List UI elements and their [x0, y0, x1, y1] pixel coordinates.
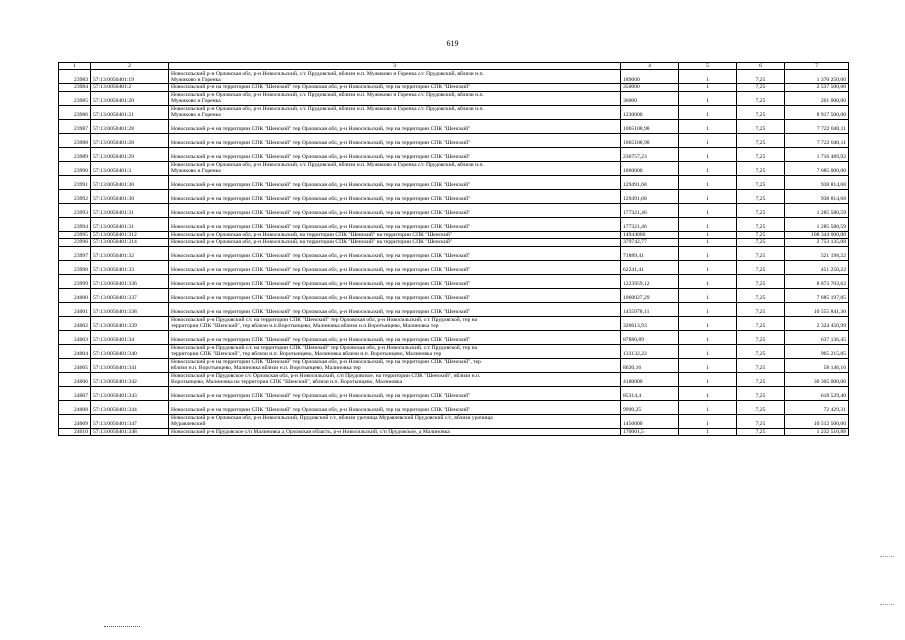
- rate-value: 7,25: [737, 133, 785, 147]
- address: [169, 358, 621, 372]
- area-value: 177321,46: [621, 203, 679, 217]
- cadastral-number: 57:13:0050401:21: [91, 105, 169, 119]
- row-id: 24003: [59, 330, 91, 344]
- address: [169, 400, 621, 414]
- area-value: 1223959,12: [621, 274, 679, 288]
- rate-value: 7,25: [737, 84, 785, 91]
- table-row: [59, 231, 849, 238]
- address: [169, 344, 621, 358]
- address-line: Новосильский р-н на территории СПК "Шенский" тер Орловская обл, р-н Новосильский, тер на территории СПК "Шенский": [171, 267, 471, 274]
- area-value: 71889,41: [621, 246, 679, 260]
- cadastral-number: 57:13:0050401:337: [91, 288, 169, 302]
- address: [169, 386, 621, 400]
- col-header-1: 1: [59, 63, 91, 70]
- row-id: 24004: [59, 344, 91, 358]
- count-value: 1: [679, 203, 737, 217]
- cadastral-value: 637 136,45: [785, 330, 849, 344]
- area-value: 4180000: [621, 372, 679, 386]
- cadastral-value: 2 753 135,08: [785, 239, 849, 246]
- count-value: 1: [679, 372, 737, 386]
- table-row: [59, 70, 849, 84]
- address-line: Новосильский р-н на территории СПК "Шенский" тер Орловская обл, р-н Новосильский, тер на территории СПК "Шенский": [171, 210, 471, 217]
- rate-value: 7,25: [737, 217, 785, 231]
- cadastral-number: 57:13:0050401:31: [91, 203, 169, 217]
- table-row: [59, 119, 849, 133]
- cadastral-number: 57:13:0050401:3: [91, 161, 169, 175]
- area-value: 87880,89: [621, 330, 679, 344]
- cadastral-value: 1 285 580,59: [785, 203, 849, 217]
- address-line: Новосильский р-н Орловская обл, р-н Новосильский, с/с Прудовский, вблизи н.п. Мужиково и Горенка с/с Прудовский, вблизи н.п.: [171, 106, 484, 112]
- area-value: 8020,16: [621, 358, 679, 372]
- address-line: Новосильский р-н на территории СПК "Шенский" тер Орловская обл, р-н Новосильский, тер на территории СПК "Шенский": [171, 281, 471, 288]
- count-value: 1: [679, 161, 737, 175]
- rate-value: 7,25: [737, 105, 785, 119]
- area-value: 1450000: [621, 414, 679, 428]
- count-value: 1: [679, 84, 737, 91]
- address-line: Мужиково и Горенка: [171, 168, 221, 175]
- table-row: [59, 239, 849, 246]
- row-id: 23996: [59, 239, 91, 246]
- row-id: 24008: [59, 400, 91, 414]
- area-value: 1065108,98: [621, 133, 679, 147]
- address-line: Новосильский р-н на территории СПК "Шенский" тер Орловская обл, р-н Новосильский, тер на территории СПК "Шенский": [171, 253, 471, 260]
- table-row: [59, 400, 849, 414]
- cadastral-number: 57:13:0050401:347: [91, 414, 169, 428]
- row-id: 24010: [59, 428, 91, 435]
- count-value: 1: [679, 231, 737, 238]
- cadastral-value: 7 685 197,85: [785, 288, 849, 302]
- cadastral-value: 8 917 500,00: [785, 105, 849, 119]
- row-id: 23987: [59, 119, 91, 133]
- address: [169, 203, 621, 217]
- area-value: 85314,4: [621, 386, 679, 400]
- rate-value: 7,25: [737, 70, 785, 84]
- address-line: Новосильский р-н Орловская обл, р-н Новосильский, на территории СПК "Шенский" на территории СПК "Шенский": [171, 231, 453, 238]
- count-value: 1: [679, 414, 737, 428]
- cadastral-number: 57:13:0050401:340: [91, 344, 169, 358]
- address: [169, 105, 621, 119]
- cadastral-value: 938 814,68: [785, 175, 849, 189]
- address: [169, 288, 621, 302]
- table-row: [59, 91, 849, 105]
- address: [169, 372, 621, 386]
- address: [169, 414, 621, 428]
- row-id: 23992: [59, 189, 91, 203]
- cadastral-value: 1 716 489,92: [785, 147, 849, 161]
- cadastral-number: 57:13:0050401:34: [91, 330, 169, 344]
- address-line: Новосильский р-н на территории СПК "Шенский" тер Орловская обл, р-н Новосильский, тер на территории СПК "Шенский": [171, 393, 471, 400]
- address: [169, 246, 621, 260]
- address: [169, 231, 621, 238]
- rate-value: 7,25: [737, 372, 785, 386]
- count-value: 1: [679, 274, 737, 288]
- row-id: 24002: [59, 316, 91, 330]
- address-line: Новосильский р-н на территории СПК "Шенский" тер Орловская обл, р-н Новосильский, тер на территории СПК "Шенский": [171, 309, 471, 316]
- address-line: Новосильский р-н на территории СПК "Шенский" тер Орловская обл, р-н Новосильский, тер на территории СПК "Шенский": [171, 407, 471, 414]
- table-row: [59, 288, 849, 302]
- table-row: [59, 414, 849, 428]
- rate-value: 7,25: [737, 119, 785, 133]
- address-line: Новосильский р-н на территории СПК "Шенский" тер Орловская обл, р-н Новосильский, тер на территории СПК "Шенский": [171, 196, 471, 203]
- table-row: [59, 344, 849, 358]
- cadastral-value: 1 370 250,00: [785, 70, 849, 84]
- col-header-4: 4: [621, 63, 679, 70]
- cadastral-value: 261 000,00: [785, 91, 849, 105]
- cadastral-number: 57:13:0050401:33: [91, 260, 169, 274]
- address: [169, 260, 621, 274]
- table-row: [59, 428, 849, 435]
- col-header-5: 5: [679, 63, 737, 70]
- count-value: 1: [679, 260, 737, 274]
- side-mark: [880, 604, 894, 605]
- rate-value: 7,25: [737, 274, 785, 288]
- row-id: 23984: [59, 84, 91, 91]
- cadastral-value: 2 537 500,00: [785, 84, 849, 91]
- table-row: [59, 147, 849, 161]
- row-id: 23988: [59, 133, 91, 147]
- margin-mark: [104, 626, 140, 627]
- table-row: [59, 246, 849, 260]
- area-value: 189000: [621, 70, 679, 84]
- count-value: 1: [679, 246, 737, 260]
- rate-value: 7,25: [737, 203, 785, 217]
- row-id: 24000: [59, 288, 91, 302]
- area-value: 62241,41: [621, 260, 679, 274]
- cadastral-number: 57:13:0050401:348: [91, 428, 169, 435]
- area-value: 1060027,29: [621, 288, 679, 302]
- address-line: Мужиково и Горенка: [171, 98, 221, 105]
- col-header-7: 7: [785, 63, 849, 70]
- count-value: 1: [679, 302, 737, 316]
- cadastral-number: 57:13:0050401:30: [91, 175, 169, 189]
- cadastral-value: 58 146,16: [785, 358, 849, 372]
- address: [169, 175, 621, 189]
- cadastral-value: 10 512 500,00: [785, 414, 849, 428]
- address-line: Новосильский р-н на территории СПК "Шенский" тер Орловская обл, р-н Новосильский, тер на территории СПК "Шенский": [171, 140, 471, 147]
- count-value: 1: [679, 330, 737, 344]
- address: [169, 302, 621, 316]
- count-value: 1: [679, 119, 737, 133]
- rate-value: 7,25: [737, 239, 785, 246]
- rate-value: 7,25: [737, 189, 785, 203]
- count-value: 1: [679, 400, 737, 414]
- rate-value: 7,25: [737, 147, 785, 161]
- address: [169, 217, 621, 231]
- address-line: Новосильский р-н Орловская обл, р-н Новосильский, Прудовский с/с, вблизи урочища Муравлевский Прудовский с/с, вблизи урочища: [171, 414, 493, 421]
- address-line: вблизи н.п. Воротынцево, Малиновка вблизи н.п. Воротынцево, Малиновка тер: [171, 365, 361, 372]
- count-value: 1: [679, 147, 737, 161]
- rate-value: 7,25: [737, 288, 785, 302]
- row-id: 23991: [59, 175, 91, 189]
- row-id: 23994: [59, 217, 91, 231]
- address: [169, 84, 621, 91]
- row-id: 23986: [59, 105, 91, 119]
- cadastral-value: 7 722 040,11: [785, 119, 849, 133]
- registry-table: [58, 62, 849, 436]
- address-line: Новосильский р-н на территории СПК "Шенский" тер Орловская обл, р-н Новосильский, тер на территории СПК "Шенский": [171, 126, 471, 133]
- header-row: [59, 63, 849, 70]
- rate-value: 7,25: [737, 330, 785, 344]
- cadastral-number: 57:13:0050401:314: [91, 239, 169, 246]
- table-row: [59, 330, 849, 344]
- table-row: [59, 105, 849, 119]
- address-line: Муравлевский: [171, 421, 206, 428]
- count-value: 1: [679, 344, 737, 358]
- cadastral-number: 57:13:0050401:28: [91, 133, 169, 147]
- table-row: [59, 372, 849, 386]
- row-id: 23993: [59, 203, 91, 217]
- address-line: Новосильский р-н на территории СПК "Шенский" тер Орловская обл, р-н Новосильский, тер на территории СПК "Шенский": [171, 154, 471, 161]
- cadastral-value: 2 324 450,99: [785, 316, 849, 330]
- count-value: 1: [679, 288, 737, 302]
- row-id: 23998: [59, 260, 91, 274]
- cadastral-value: 938 814,68: [785, 189, 849, 203]
- table-row: [59, 260, 849, 274]
- area-value: 133132,22: [621, 344, 679, 358]
- table-row: [59, 133, 849, 147]
- cadastral-number: 57:13:0050401:312: [91, 231, 169, 238]
- count-value: 1: [679, 217, 737, 231]
- table-row: [59, 274, 849, 288]
- cadastral-number: 57:13:0050401:343: [91, 386, 169, 400]
- cadastral-number: 57:13:0050401:341: [91, 358, 169, 372]
- cadastral-value: 108 344 000,00: [785, 231, 849, 238]
- rate-value: 7,25: [737, 316, 785, 330]
- address-line: Мужиково и Горенка: [171, 77, 221, 83]
- address-line: Воротынцево, Малиновка на территории СПК "Шенский", вблизи н.п. Воротынцево, Малиновка: [171, 379, 403, 386]
- rate-value: 7,25: [737, 175, 785, 189]
- count-value: 1: [679, 189, 737, 203]
- address: [169, 274, 621, 288]
- cadastral-value: 7 685 000,00: [785, 161, 849, 175]
- cadastral-number: 57:13:0050401:344: [91, 400, 169, 414]
- cadastral-value: 72 429,31: [785, 400, 849, 414]
- count-value: 1: [679, 175, 737, 189]
- cadastral-number: 57:13:0050401:339: [91, 316, 169, 330]
- area-value: 129491,68: [621, 189, 679, 203]
- address-line: Новосильский р-н на территории СПК "Шенский" тер Орловская обл, р-н Новосильский, тер на территории СПК "Шенский", тер: [171, 358, 481, 365]
- cadastral-number: 57:13:0050401:30: [91, 189, 169, 203]
- address: [169, 147, 621, 161]
- address-line: Мужиково и Горенка: [171, 112, 221, 119]
- address: [169, 189, 621, 203]
- table-row: [59, 316, 849, 330]
- area-value: 350000: [621, 84, 679, 91]
- cadastral-number: 57:13:0050401:20: [91, 91, 169, 105]
- address: [169, 91, 621, 105]
- count-value: 1: [679, 386, 737, 400]
- row-id: 24005: [59, 358, 91, 372]
- rate-value: 7,25: [737, 428, 785, 435]
- row-id: 23985: [59, 91, 91, 105]
- address: [169, 161, 621, 175]
- cadastral-value: 618 529,40: [785, 386, 849, 400]
- cadastral-number: 57:13:0050401:338: [91, 302, 169, 316]
- address: [169, 119, 621, 133]
- area-value: 1455978,11: [621, 302, 679, 316]
- address-line: Новосильский р-н на территории СПК "Шенский" тер Орловская обл, р-н Новосильский, тер на территории СПК "Шенский": [171, 295, 471, 302]
- address: [169, 133, 621, 147]
- cadastral-number: 57:13:0050401:336: [91, 274, 169, 288]
- address: [169, 70, 621, 84]
- address-line: Новосильский р-н Прудовское с/с Орловская обл, р-н Новосильский, с/п Прудовское, на территории СПК "Шенский", вблизи н.п.: [171, 372, 481, 379]
- area-value: 1065108,98: [621, 119, 679, 133]
- row-id: 23983: [59, 70, 91, 84]
- table-row: [59, 203, 849, 217]
- area-value: 170001,5: [621, 428, 679, 435]
- count-value: 1: [679, 316, 737, 330]
- cadastral-value: 965 215,85: [785, 344, 849, 358]
- count-value: 1: [679, 239, 737, 246]
- rate-value: 7,25: [737, 358, 785, 372]
- row-id: 24001: [59, 302, 91, 316]
- cadastral-number: 57:13:0050401:2: [91, 84, 169, 91]
- address-line: территории СПК "Шенский", тер вблизи н.п. Воротынцево, Малиновка вблизи н.п. Воротынцево, Малиновка тер: [171, 351, 442, 358]
- count-value: 1: [679, 70, 737, 84]
- count-value: 1: [679, 105, 737, 119]
- row-id: 23995: [59, 231, 91, 238]
- area-value: 9990,25: [621, 400, 679, 414]
- rate-value: 7,25: [737, 246, 785, 260]
- table-row: [59, 358, 849, 372]
- count-value: 1: [679, 91, 737, 105]
- cadastral-value: 451 250,22: [785, 260, 849, 274]
- address-line: Новосильский р-н Орловская обл, р-н Новосильский, на территории СПК "Шенский" на территории СПК "Шенский": [171, 239, 453, 246]
- rate-value: 7,25: [737, 302, 785, 316]
- area-value: 129491,68: [621, 175, 679, 189]
- area-value: 320613,93: [621, 316, 679, 330]
- row-id: 23989: [59, 147, 91, 161]
- rate-value: 7,25: [737, 414, 785, 428]
- address-line: Новосильский р-н Орловская обл, р-н Новосильский, с/с Прудовский, вблизи н.п. Мужиково и Горенка с/с Прудовский, вблизи н.п.: [171, 70, 484, 77]
- area-value: 177321,46: [621, 217, 679, 231]
- col-header-3: 3: [169, 63, 621, 70]
- address-line: Новосильский р-н Прудовский с/с на территории СПК "Шенский" тер Орловская обл, р-н Новосильский, с/с Прудовской, тер на: [171, 344, 478, 351]
- table-row: [59, 175, 849, 189]
- cadastral-value: 7 722 040,11: [785, 133, 849, 147]
- table-row: [59, 217, 849, 231]
- row-id: 23999: [59, 274, 91, 288]
- row-id: 24007: [59, 386, 91, 400]
- rate-value: 7,25: [737, 400, 785, 414]
- rate-value: 7,25: [737, 260, 785, 274]
- cadastral-number: 57:13:0050401:19: [91, 70, 169, 84]
- cadastral-value: 1 285 580,59: [785, 217, 849, 231]
- row-id: 23997: [59, 246, 91, 260]
- rate-value: 7,25: [737, 161, 785, 175]
- rate-value: 7,25: [737, 386, 785, 400]
- row-id: 24006: [59, 372, 91, 386]
- address: [169, 428, 621, 435]
- address-line: Новосильский р-н Орловская обл, р-н Новосильский, с/с Прудовский, вблизи н.п. Мужиково и Горенка с/с Прудовский, вблизи н.п.: [171, 162, 484, 168]
- page-number: 619: [446, 39, 459, 48]
- table-row: [59, 386, 849, 400]
- address-line: территории СПК "Шенский", тер вблизи н.п.Воротынцево, Малиновка вблизи н.п.Воротынцево, Малиновка тер: [171, 323, 439, 330]
- cadastral-value: 30 305 000,00: [785, 372, 849, 386]
- address-line: Новосильский р-н на территории СПК "Шенский" тер Орловская обл, р-н Новосильский, тер на территории СПК "Шенский": [171, 182, 471, 189]
- address-line: Новосильский р-н на территории СПК "Шенский" тер Орловская обл, р-н Новосильский, тер на территории СПК "Шенский": [171, 84, 471, 91]
- rate-value: 7,25: [737, 344, 785, 358]
- cadastral-number: 57:13:0050401:32: [91, 246, 169, 260]
- address-line: Новосильский р-н Орловская обл, р-н Новосильский, с/с Прудовский, вблизи н.п. Мужиково и Горенка с/с Прудовский, вблизи н.п.: [171, 92, 484, 98]
- table-row: [59, 189, 849, 203]
- area-value: 379742,77: [621, 239, 679, 246]
- cadastral-number: 57:13:0050401:31: [91, 217, 169, 231]
- count-value: 1: [679, 428, 737, 435]
- cadastral-number: 57:13:0050401:28: [91, 119, 169, 133]
- count-value: 1: [679, 133, 737, 147]
- table-row: [59, 161, 849, 175]
- table-row: [59, 84, 849, 91]
- rate-value: 7,25: [737, 91, 785, 105]
- area-value: 1060000: [621, 161, 679, 175]
- row-id: 23990: [59, 161, 91, 175]
- area-value: 36000: [621, 91, 679, 105]
- area-value: 236757,23: [621, 147, 679, 161]
- rate-value: 7,25: [737, 231, 785, 238]
- address: [169, 316, 621, 330]
- row-id: 24009: [59, 414, 91, 428]
- cadastral-value: 1 232 510,88: [785, 428, 849, 435]
- address: [169, 330, 621, 344]
- count-value: 1: [679, 358, 737, 372]
- address-line: Новосильский р-н Прудовский с/с на территории СПК "Шенский" тер Орловская обл, р-н Новосильский, с/с Прудовской, тер на: [171, 316, 478, 323]
- table-row: [59, 302, 849, 316]
- address-line: Новосильский р-н на территории СПК "Шенский" тер Орловская обл, р-н Новосильский, тер на территории СПК "Шенский": [171, 224, 471, 231]
- cadastral-value: 8 873 703,62: [785, 274, 849, 288]
- col-header-6: 6: [737, 63, 785, 70]
- col-header-2: 2: [91, 63, 169, 70]
- address-line: Новосильский р-н Прудовское с/п Малиновка д Орловская область, р-н Новосильский, с/п Прудовское, д Малиновка: [171, 428, 450, 435]
- area-value: 14944000: [621, 231, 679, 238]
- area-value: 1230000: [621, 105, 679, 119]
- address-line: Новосильский р-н на территории СПК "Шенский" тер Орловская обл, р-н Новосильский, тер на территории СПК "Шенский": [171, 337, 471, 344]
- cadastral-value: 10 555 841,30: [785, 302, 849, 316]
- cadastral-value: 521 198,22: [785, 246, 849, 260]
- address: [169, 239, 621, 246]
- cadastral-number: 57:13:0050401:29: [91, 147, 169, 161]
- cadastral-number: 57:13:0050401:342: [91, 372, 169, 386]
- side-mark: [880, 556, 894, 557]
